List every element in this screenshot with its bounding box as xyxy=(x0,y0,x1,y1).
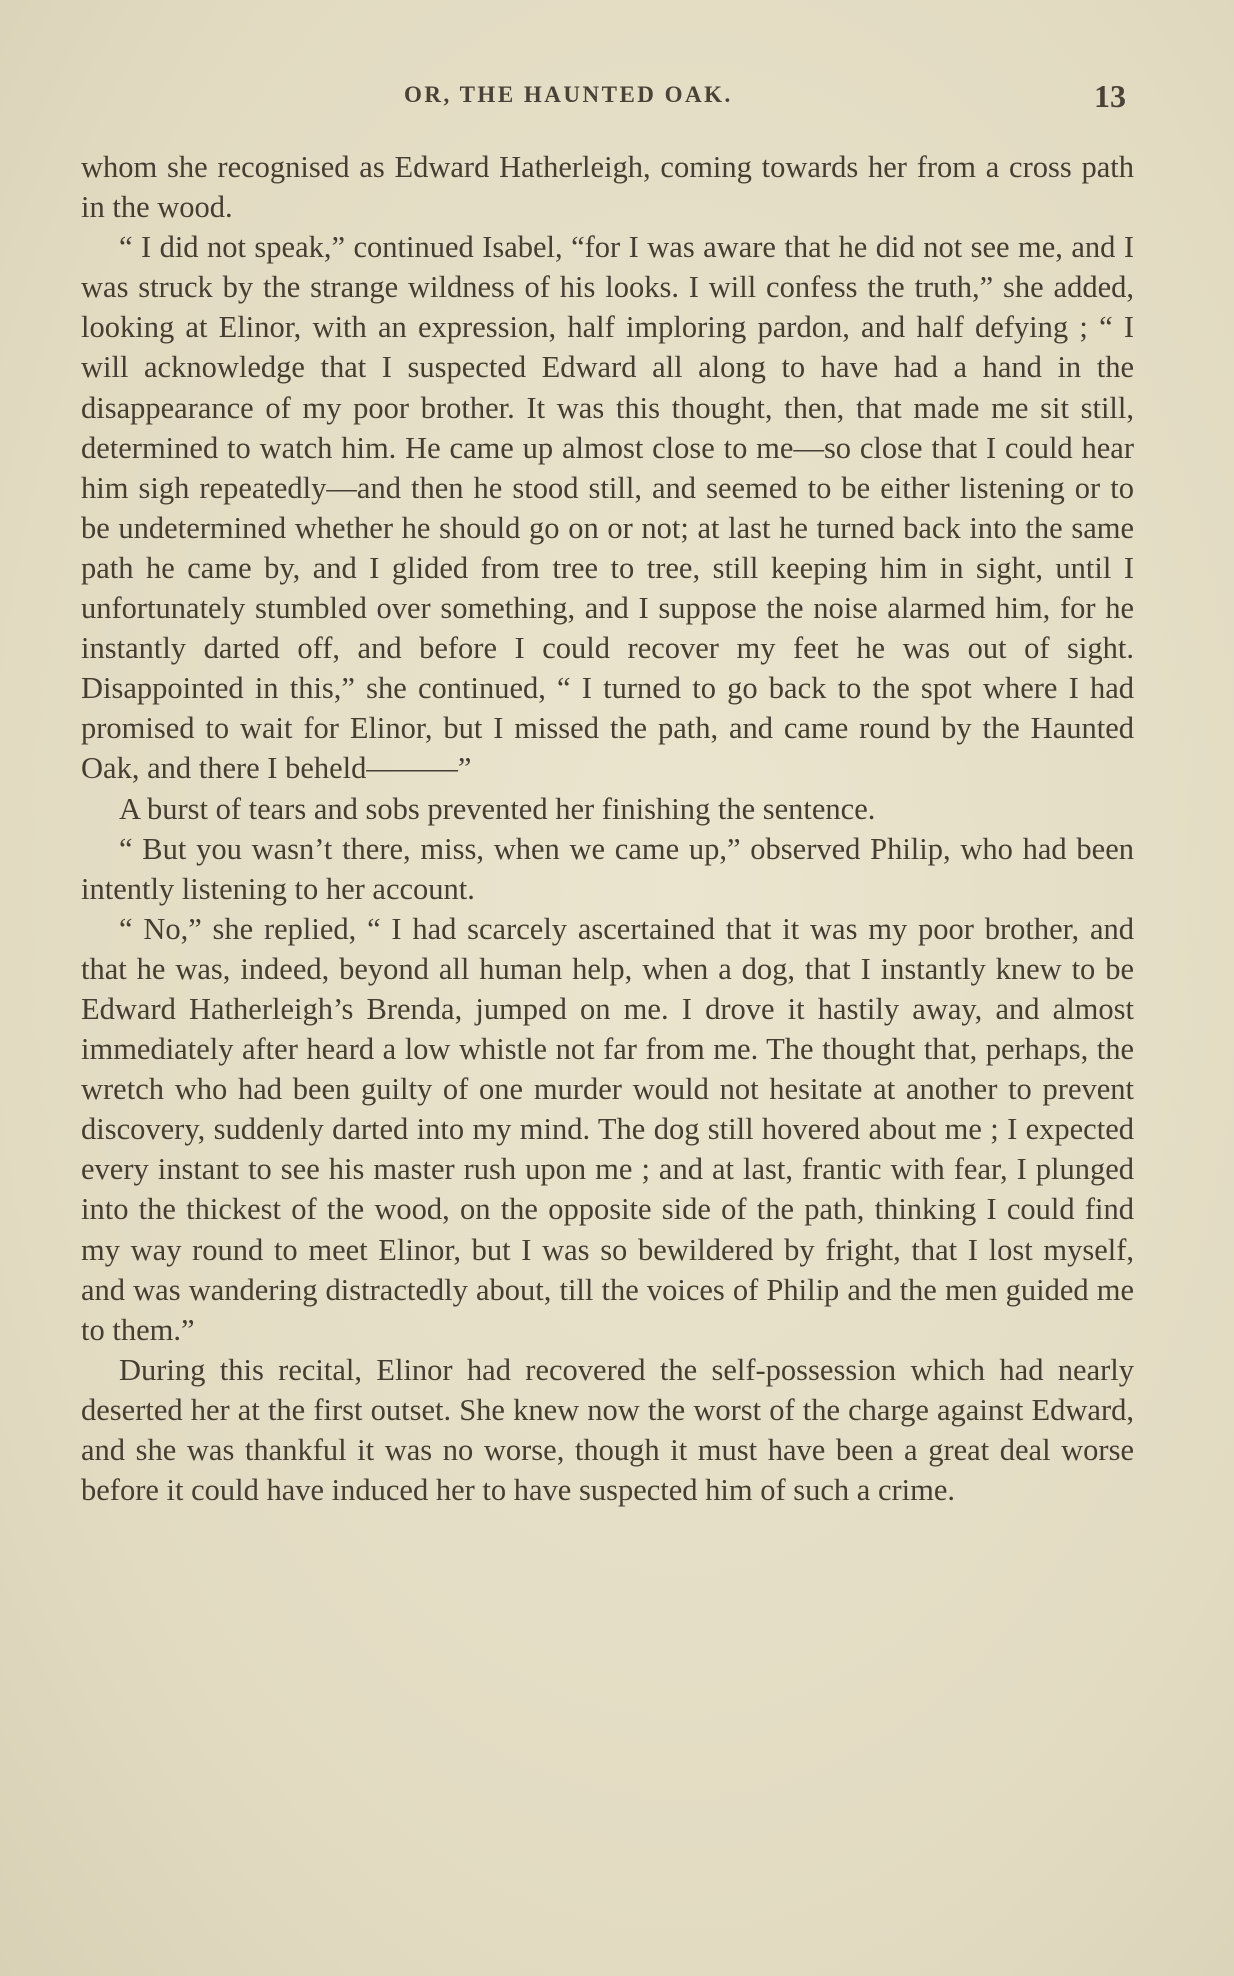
paragraph: “ No,” she replied, “ I had scarcely ascertained that it was my poor brother, and that he was, indeed, beyond all human help, when a dog, that I instantly knew to be Edward Hatherleigh’s Brenda, jumped on me. I drove it hastily away, and almost immediately after heard a low whistle not far from me. The thought that, perhaps, the wretch who had been guilty of one murder would not hesitate at another to prevent discovery, suddenly darted into my mind. The dog still hovered about me ; I expected every instant to see his master rush upon me ; and at last, frantic with fear, I plunged into the thickest of the wood, on the opposite side of the path, thinking I could find my way round to meet Elinor, but I was so bewildered by fright, that I lost myself, and was wandering distractedly about, till the voices of Philip and the men guided me to them.” xyxy=(81,911,1134,1347)
paragraph: A burst of tears and sobs prevented her finishing the sentence. xyxy=(119,791,876,826)
page-number: 13 xyxy=(1094,78,1126,114)
paragraph: “ But you wasn’t there, miss, when we came up,” observed Philip, who had been intently listening to her account. xyxy=(81,831,1134,906)
body-text xyxy=(81,147,1134,1510)
paragraph: whom she recognised as Edward Hatherleigh, coming towards her from a cross path in the wood. xyxy=(81,150,1134,225)
running-title: OR, THE HAUNTED OAK. xyxy=(404,82,733,107)
paragraph: During this recital, Elinor had recovered the self-possession which had nearly deserted her at the first outset. She knew now the worst of the charge against Edward, and she was thankful it was no worse, though it must have been a great deal worse before it could have induced her to have suspected him of such a crime. xyxy=(81,1352,1134,1508)
paragraph: “ I did not speak,” continued Isabel, “for I was aware that he did not see me, and I was struck by the strange wildness of his looks. I will confess the truth,” she added, looking at Elinor, with an expression, half imploring pardon, and half defying ; “ I will acknowledge that I suspected Edward all along to have had a hand in the disappearance of my poor brother. It was this thought, then, that made me sit still, determined to watch him. He came up almost close to me—so close that I could hear him sigh repeatedly—and then he stood still, and seemed to be either listening or to be undetermined whether he should go on or not; at last he turned back into the same path he came by, and I glided from tree to tree, still keeping him in sight, until I unfortunately stumbled over something, and I suppose the noise alarmed him, for he instantly darted off, and before I could recover my feet he was out of sight. Disappointed in this,” she continued, “ I turned to go back to the spot where I had promised to wait for Elinor, but I missed the path, and came round by the Haunted Oak, and there I beheld———” xyxy=(81,230,1134,786)
